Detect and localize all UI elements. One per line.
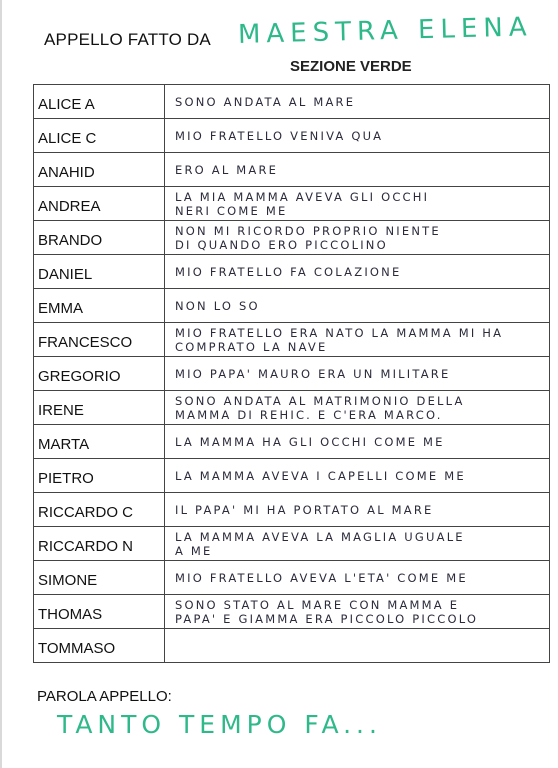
note-cell (165, 391, 550, 425)
table-row (34, 85, 550, 119)
student-note: NON MI RICORDO PROPRIO NIENTE DI QUANDO ERO PICCOLINO (175, 223, 441, 252)
section-title: SEZIONE VERDE (290, 58, 412, 75)
student-name: MARTA (34, 425, 165, 459)
table-row (34, 527, 550, 561)
table-row (34, 153, 550, 187)
student-name: PIETRO (34, 459, 165, 493)
note-cell (165, 357, 550, 391)
student-name: ALICE C (34, 119, 165, 153)
table-row (34, 561, 550, 595)
student-note: MIO FRATELLO AVEVA L'ETA' COME ME (175, 570, 468, 585)
note-cell (165, 629, 550, 663)
note-cell (165, 527, 550, 561)
student-name: ANAHID (34, 153, 165, 187)
student-name: EMMA (34, 289, 165, 323)
student-note: SONO ANDATA AL MARE (175, 94, 356, 109)
student-note: NON LO SO (175, 298, 260, 313)
note-cell (165, 119, 550, 153)
student-note: IL PAPA' MI HA PORTATO AL MARE (175, 502, 434, 517)
table-row (34, 425, 550, 459)
attendance-table (33, 84, 550, 663)
student-note: LA MIA MAMMA AVEVA GLI OCCHI NERI COME ME (175, 189, 430, 218)
student-note: MIO FRATELLO VENIVA QUA (175, 128, 384, 143)
student-note: SONO ANDATA AL MATRIMONIO DELLA MAMMA DI REHIC. E C'ERA MARCO. (175, 393, 465, 422)
student-note: LA MAMMA AVEVA I CAPELLI COME ME (175, 468, 466, 483)
student-name: DANIEL (34, 255, 165, 289)
table-row (34, 187, 550, 221)
note-cell (165, 187, 550, 221)
note-cell (165, 493, 550, 527)
password-label: PAROLA APPELLO: (37, 688, 172, 705)
table-row (34, 493, 550, 527)
student-name: ALICE A (34, 85, 165, 119)
table-row (34, 119, 550, 153)
student-name: ANDREA (34, 187, 165, 221)
student-name: GREGORIO (34, 357, 165, 391)
table-row (34, 629, 550, 663)
table-row (34, 255, 550, 289)
table-row (34, 459, 550, 493)
note-cell (165, 425, 550, 459)
table-row (34, 595, 550, 629)
attendance-table-body (34, 85, 550, 663)
table-row (34, 289, 550, 323)
student-name: RICCARDO N (34, 527, 165, 561)
note-cell (165, 85, 550, 119)
note-cell (165, 255, 550, 289)
student-note: SONO STATO AL MARE CON MAMMA E PAPA' E GIAMMA ERA PICCOLO PICCOLO (175, 597, 479, 626)
teacher-name: MAESTRA ELENA (237, 12, 533, 50)
student-note: ERO AL MARE (175, 162, 279, 177)
header-label: APPELLO FATTO DA (44, 30, 211, 49)
student-name: THOMAS (34, 595, 165, 629)
table-row (34, 357, 550, 391)
student-name: IRENE (34, 391, 165, 425)
student-name: SIMONE (34, 561, 165, 595)
student-name: RICCARDO C (34, 493, 165, 527)
note-cell (165, 459, 550, 493)
note-cell (165, 289, 550, 323)
note-cell (165, 323, 550, 357)
student-note: MIO FRATELLO ERA NATO LA MAMMA MI HA COMPRATO LA NAVE (175, 325, 504, 354)
note-cell (165, 595, 550, 629)
student-note: LA MAMMA AVEVA LA MAGLIA UGUALE A ME (175, 529, 465, 558)
student-note: MIO PAPA' MAURO ERA UN MILITARE (175, 366, 451, 381)
note-cell (165, 561, 550, 595)
student-name: BRANDO (34, 221, 165, 255)
note-cell (165, 221, 550, 255)
student-name: TOMMASO (34, 629, 165, 663)
table-row (34, 391, 550, 425)
note-cell (165, 153, 550, 187)
password-text: TANTO TEMPO FA... (57, 710, 382, 739)
student-note: LA MAMMA HA GLI OCCHI COME ME (175, 434, 445, 449)
table-row (34, 221, 550, 255)
student-note: MIO FRATELLO FA COLAZIONE (175, 264, 402, 279)
table-row (34, 323, 550, 357)
student-name: FRANCESCO (34, 323, 165, 357)
